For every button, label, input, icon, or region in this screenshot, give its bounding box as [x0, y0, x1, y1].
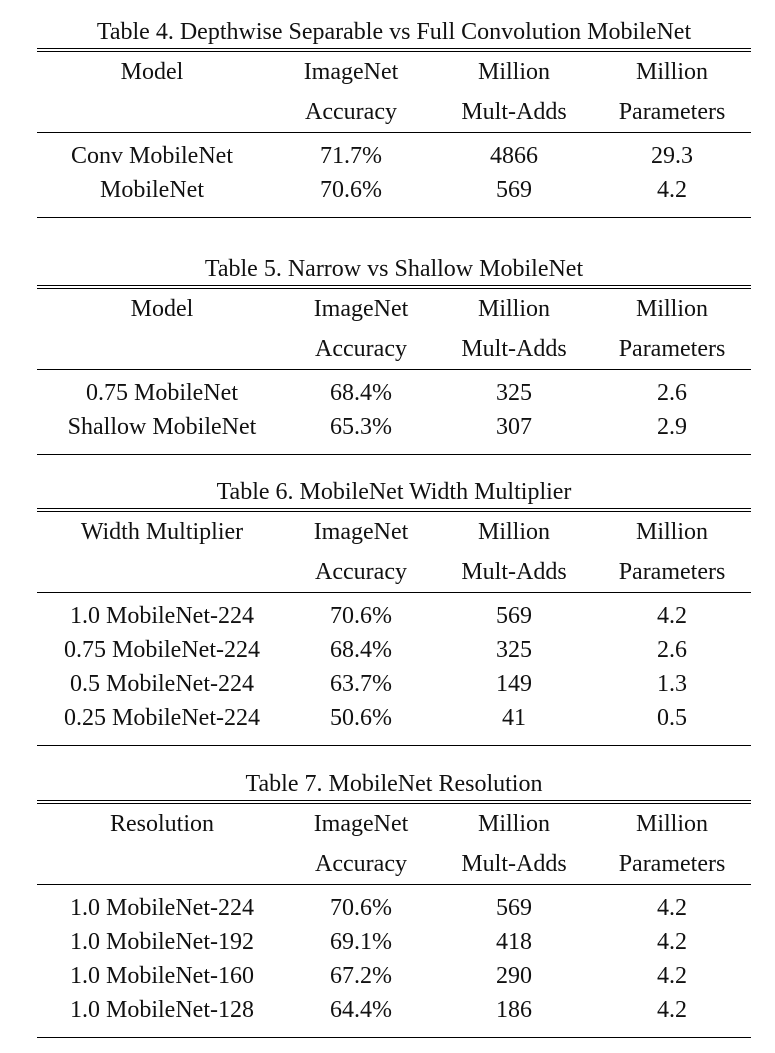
table-cell: 70.6%: [330, 894, 392, 921]
header-cell: Parameters: [618, 850, 726, 877]
table-cell: 68.4%: [330, 636, 392, 663]
header-cell: Accuracy: [315, 850, 407, 877]
table-caption: Table 6. MobileNet Width Multiplier: [216, 479, 572, 505]
table-caption: Table 5. Narrow vs Shallow MobileNet: [204, 256, 584, 282]
header-cell: Model: [130, 295, 194, 322]
header-cell: Accuracy: [315, 335, 407, 362]
table-cell: 2.9: [657, 413, 687, 440]
header-row-1: [37, 52, 751, 92]
table-row: [37, 173, 751, 207]
header-cell: Accuracy: [315, 558, 407, 585]
header-row-1: [37, 512, 751, 552]
table-7: [37, 770, 751, 1038]
table-row: [37, 376, 751, 410]
header-cell: Mult-Adds: [461, 850, 567, 877]
table-cell: 325: [496, 379, 532, 406]
table-cell: 29.3: [651, 142, 693, 169]
header-cell: Million: [635, 518, 708, 545]
header-cell: Accuracy: [305, 98, 397, 125]
table-row: [37, 599, 751, 633]
header-cell: ImageNet: [313, 810, 409, 837]
table-cell: 1.0 MobileNet-128: [70, 996, 254, 1023]
header-cell: Million: [477, 295, 550, 322]
header-cell: Mult-Adds: [461, 335, 567, 362]
table-cell: 63.7%: [330, 670, 392, 697]
table-cell: 0.75 MobileNet-224: [64, 636, 260, 663]
header-cell: Million: [477, 58, 550, 85]
table-cell: 4.2: [657, 996, 687, 1023]
table-cell: 290: [496, 962, 532, 989]
table-row: [37, 410, 751, 444]
bottom-rule: [37, 454, 751, 455]
table-cell: 307: [496, 413, 532, 440]
table-row: [37, 633, 751, 667]
table-row: [37, 891, 751, 925]
table-cell: 149: [496, 670, 532, 697]
table-cell: 1.0 MobileNet-224: [70, 894, 254, 921]
table-cell: 4866: [490, 142, 538, 169]
table-caption: Table 7. MobileNet Resolution: [245, 771, 543, 797]
table-cell: 186: [496, 996, 532, 1023]
table-cell: 67.2%: [330, 962, 392, 989]
table-cell: 4.2: [657, 176, 687, 203]
table-cell: 0.75 MobileNet: [86, 379, 238, 406]
header-cell: Parameters: [618, 98, 726, 125]
table-cell: 1.0 MobileNet-192: [70, 928, 254, 955]
table-cell: 569: [496, 894, 532, 921]
table-cell: 4.2: [657, 894, 687, 921]
table-cell: 1.0 MobileNet-224: [70, 602, 254, 629]
bottom-rule: [37, 217, 751, 218]
header-cell: Mult-Adds: [461, 98, 567, 125]
header-cell: ImageNet: [313, 295, 409, 322]
table-cell: 41: [502, 704, 526, 731]
table-cell: Conv MobileNet: [71, 142, 233, 169]
table-cell: 0.5: [657, 704, 687, 731]
header-cell: Million: [635, 810, 708, 837]
table-cell: MobileNet: [100, 176, 204, 203]
table-row: [37, 993, 751, 1027]
bottom-rule: [37, 1037, 751, 1038]
table-cell: 68.4%: [330, 379, 392, 406]
table-row: [37, 959, 751, 993]
table-cell: 1.3: [657, 670, 687, 697]
table-cell: 4.2: [657, 928, 687, 955]
header-row-2: [37, 552, 751, 592]
header-cell: Resolution: [109, 810, 214, 837]
table-cell: 70.6%: [320, 176, 382, 203]
header-cell: Million: [635, 58, 708, 85]
table-cell: 65.3%: [330, 413, 392, 440]
table-cell: 70.6%: [330, 602, 392, 629]
table-caption: Table 4. Depthwise Separable vs Full Convolution MobileNet: [96, 19, 692, 45]
table-5: [37, 255, 751, 455]
header-row-1: [37, 289, 751, 329]
header-row-2: [37, 92, 751, 132]
header-cell: ImageNet: [303, 58, 399, 85]
table-cell: 569: [496, 602, 532, 629]
header-cell: ImageNet: [313, 518, 409, 545]
table-cell: 569: [496, 176, 532, 203]
header-cell: Width Multiplier: [80, 518, 244, 545]
header-cell: Parameters: [618, 335, 726, 362]
header-cell: Parameters: [618, 558, 726, 585]
table-cell: 0.25 MobileNet-224: [64, 704, 260, 731]
header-cell: Million: [635, 295, 708, 322]
header-row-2: [37, 329, 751, 369]
table-cell: 50.6%: [330, 704, 392, 731]
bottom-rule: [37, 745, 751, 746]
table-row: [37, 139, 751, 173]
table-cell: 71.7%: [320, 142, 382, 169]
table-cell: 4.2: [657, 962, 687, 989]
table-cell: 1.0 MobileNet-160: [70, 962, 254, 989]
table-4: [37, 18, 751, 218]
table-cell: 69.1%: [330, 928, 392, 955]
table-cell: 0.5 MobileNet-224: [70, 670, 254, 697]
table-cell: 64.4%: [330, 996, 392, 1023]
header-cell: Model: [120, 58, 184, 85]
table-row: [37, 701, 751, 735]
header-cell: Million: [477, 518, 550, 545]
header-cell: Mult-Adds: [461, 558, 567, 585]
table-cell: 4.2: [657, 602, 687, 629]
table-row: [37, 667, 751, 701]
table-cell: 325: [496, 636, 532, 663]
table-cell: 418: [496, 928, 532, 955]
table-6: [37, 478, 751, 746]
header-cell: Million: [477, 810, 550, 837]
table-cell: 2.6: [657, 379, 687, 406]
table-row: [37, 925, 751, 959]
header-row-2: [37, 844, 751, 884]
header-row-1: [37, 804, 751, 844]
table-cell: Shallow MobileNet: [67, 413, 257, 440]
table-cell: 2.6: [657, 636, 687, 663]
